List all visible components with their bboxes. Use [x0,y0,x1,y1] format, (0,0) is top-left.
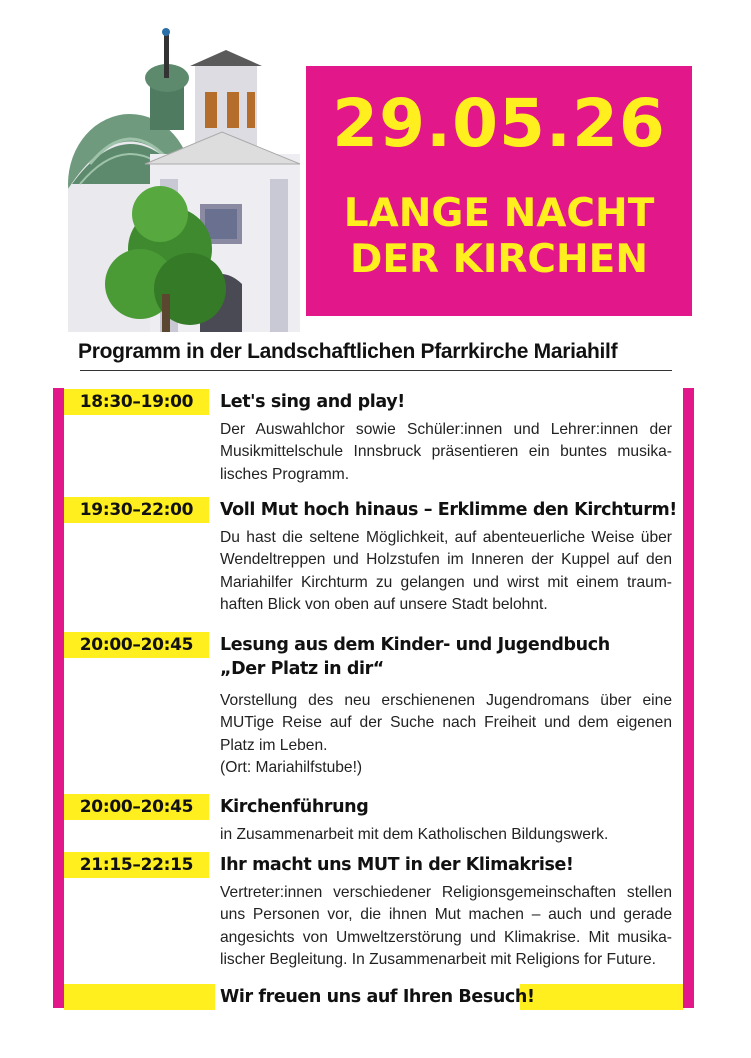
entry-description: Der Auswahlchor sowie Schüler:innen und Lehrer:innen der Musikmittelschule Innsbruck präsentieren ein buntes musika- lisches Programm. [220,421,672,483]
program-subtitle: Programm in der Landschaftlichen Pfarrkirche Mariahilf [78,340,618,363]
title-box [306,66,692,316]
closing-message: Wir freuen uns auf Ihren Besuch! [220,987,535,1007]
event-title-line2: DER KIRCHEN [350,237,648,282]
entry-description: Vertreter:innen verschiedener Religionsgemeinschaften stellen uns Personen vor, die ihnen Mut machen – auch und gerade angesichts von Umweltzerstörung und Klimakrise. Mit musika- lischer Begleitung. In Zusammenarbeit mit Religions for Future. [220,884,672,968]
subtitle-divider [80,370,672,371]
entry-title: Kirchenführung [220,797,369,817]
time-badge: 18:30–19:00 [64,389,209,415]
event-title-line1: LANGE NACHT [343,191,655,236]
church-image [50,14,310,332]
entry-title: Voll Mut hoch hinaus – Erklimme den Kirchturm! [220,500,677,520]
time-badge: 19:30–22:00 [64,497,209,523]
entry-description: Vorstellung des neu erschienenen Jugendromans über eine MUTige Reise auf der Suche nach Freiheit und dem eigenen Platz im Leben. (Ort: Mariahilfstube!) [220,692,672,776]
entry-title: Let's sing and play! [220,392,405,412]
entry-description: in Zusammenarbeit mit dem Katholischen Bildungswerk. [220,826,609,843]
time-badge: 21:15–22:15 [64,852,209,878]
entry-description: Du hast die seltene Möglichkeit, auf abenteuerliche Weise über Wendeltreppen und Holzstufen im Inneren der Kuppel auf den Mariahilfer Kirchturm zu gelangen und wirst mit einem traum- haften Blick von oben auf unsere Stadt belohnt. [220,529,672,613]
time-badge: 20:00–20:45 [64,794,209,820]
event-date: 29.05.26 [332,85,666,162]
time-badge: 20:00–20:45 [64,632,209,658]
entry-title-line2: „Der Platz in dir“ [220,659,384,679]
left-accent-bar [53,388,64,1008]
right-accent-bar [683,388,694,1008]
entry-title: Lesung aus dem Kinder- und Jugendbuch [220,635,610,655]
entry-title: Ihr macht uns MUT in der Klimakrise! [220,855,574,875]
